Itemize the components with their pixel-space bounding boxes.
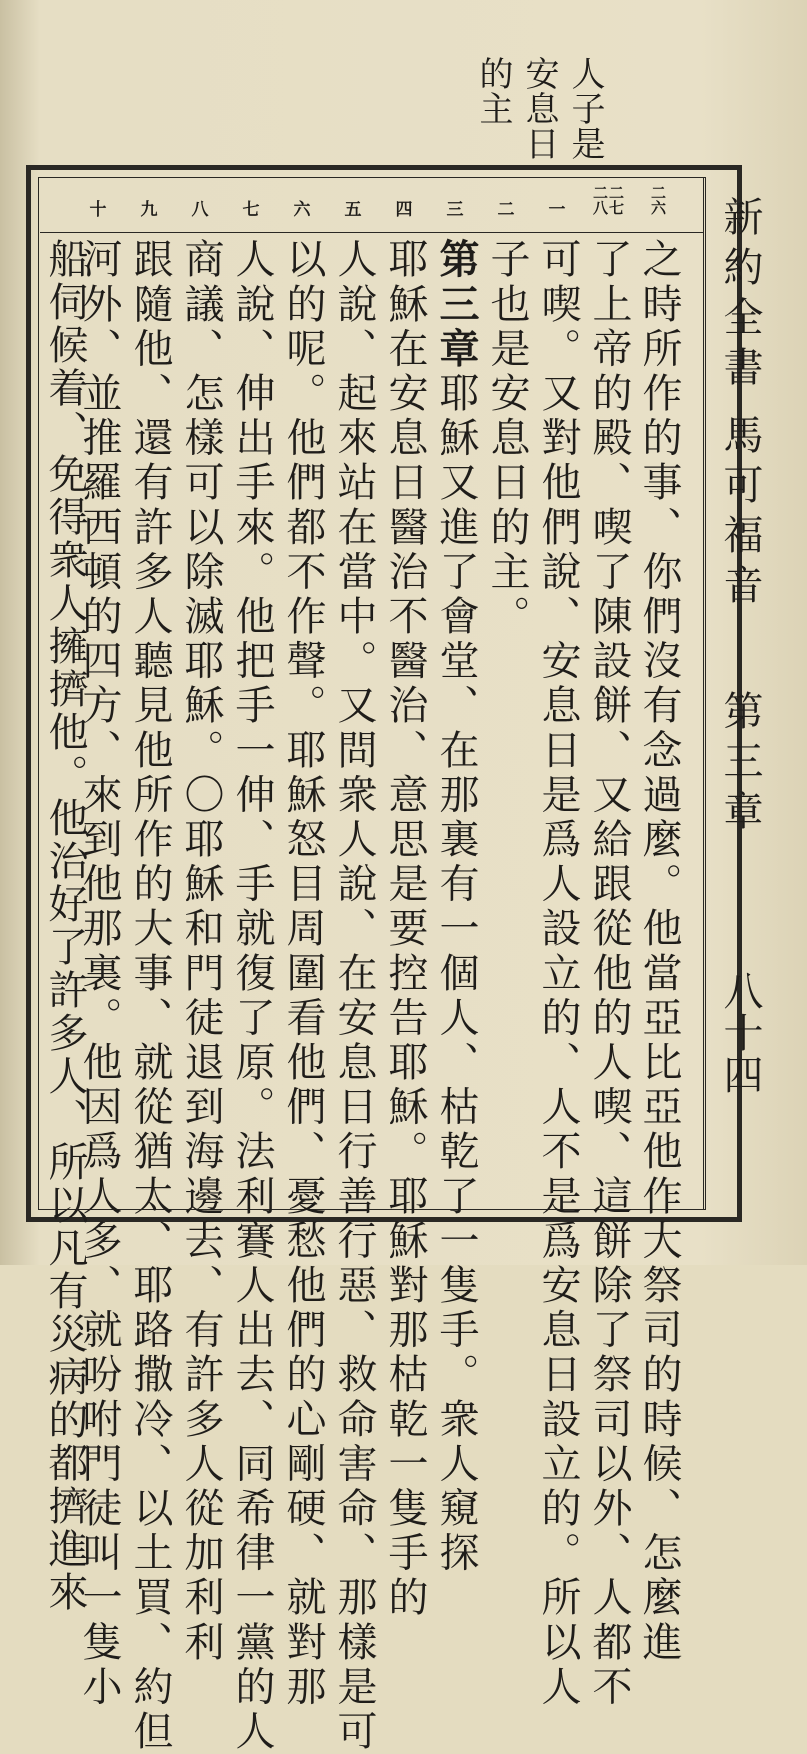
gospel-name: 馬可福音 [717,414,763,614]
text-column-1: 之時所作的事、你們沒有念過麼。他當亞比亞他作大祭司的時候、怎麼進 [636,238,682,1666]
page-number: 八十四 [717,970,763,1096]
text-column-9: 人說、伸出手來。他把手一伸、手就復了原。法利賽人出去、同希律一黨的人 [229,238,275,1754]
text-column-8: 以的呢。他們都不作聲。耶穌怒目周圍看他們、憂愁他們的心剛硬、就對那 [280,238,326,1710]
text-column-12: 河外、並推羅西頓的四方、來到他那裏。他因爲人多、就吩咐門徒叫一隻小 [76,238,122,1710]
sidebar-divider [703,177,704,1210]
line-number-rule [40,232,704,233]
text-column-2: 了上帝的殿、喫了陳設餅、又給跟從他的人喫、這餅除了祭司以外、人都不 [586,238,632,1710]
line-number-4: 四 [395,200,413,220]
header-annotation [428,56,608,166]
line-number-9: 九 [140,200,158,220]
line-number-8: 八 [191,200,209,220]
line-number-3: 三 [446,200,464,220]
text-column-11: 跟隨他、還有許多人聽見他所作的大事、就從猶太、耶路撒冷、以土買、約但 [127,238,173,1754]
line-number-27-28: 二七 二八 [591,185,625,215]
text-column-6: 耶穌在安息日醫治不醫治、意思是要控告耶穌。耶穌對那枯乾一隻手的 [382,238,428,1621]
book-title: 新約全書 [717,196,763,396]
chapter-heading: 第三章 [433,238,480,372]
chapter-label: 第三章 [717,690,763,840]
line-numbers-row [40,185,704,230]
line-number-10: 十 [89,200,107,220]
line-number-26: 二六 [649,185,667,215]
text-column-7: 人說、起來站在當中。又問衆人說、在安息日行善行惡、救命害命、那樣是可 [331,238,377,1754]
header-note-col-3: 的主 [473,56,513,126]
text-column-3: 可喫。又對他們說、安息日是爲人設立的、人不是爲安息日設立的。所以人 [535,238,581,1710]
text-column-5 [431,238,481,1576]
text-column-5-body: 耶穌又進了會堂、在那裏有一個人、枯乾了一隻手。衆人窺探 [433,371,479,1577]
line-number-2: 二 [497,200,515,220]
header-note-col-2: 安息日 [519,56,559,161]
line-number-1: 一 [548,200,566,220]
header-note-col-1: 人子是 [565,56,605,161]
text-column-10: 商議、怎樣可以除滅耶穌。〇耶穌和門徒退到海邊去、有許多人從加利利 [178,238,224,1666]
line-number-5: 五 [344,200,362,220]
text-column-13: 船伺候着、免得衆人擁擠他。他治好了許多人、所以凡有災病的都擠進來 [42,238,88,1614]
text-column-4: 子也是安息日的主。 [484,238,530,640]
line-number-6: 六 [293,200,311,220]
line-number-7: 七 [242,200,260,220]
